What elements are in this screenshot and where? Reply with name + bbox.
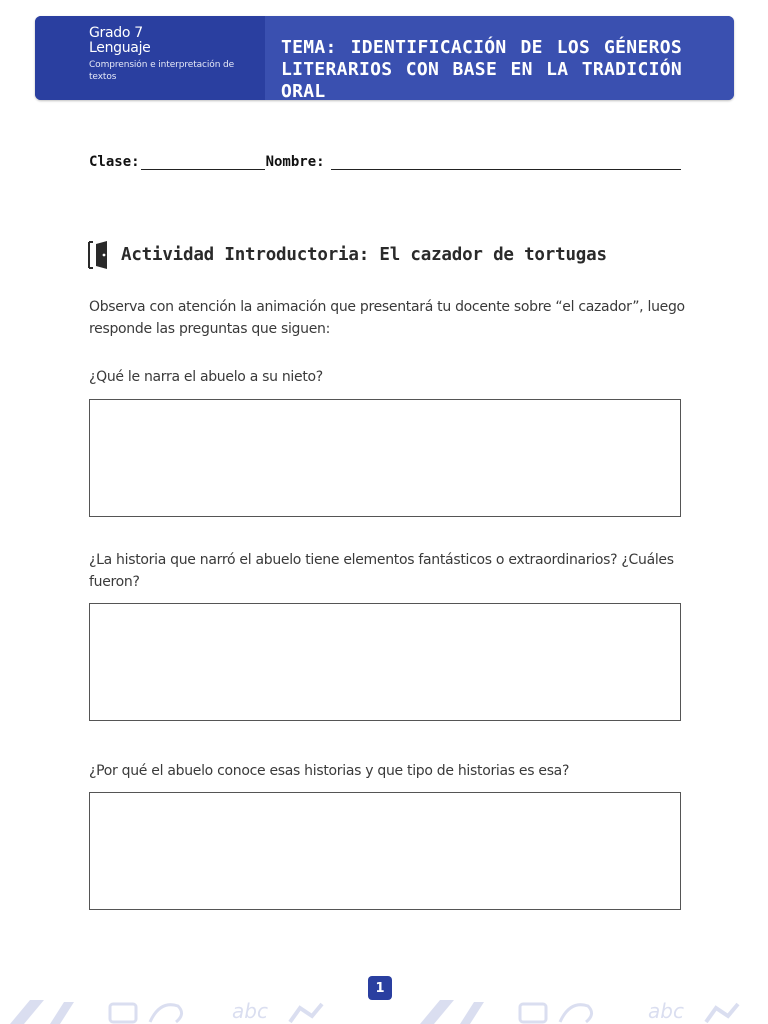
section-heading xyxy=(87,238,607,272)
grade-label: Grado 7 xyxy=(89,25,143,41)
answer-box-3[interactable] xyxy=(89,792,681,910)
answer-box-1[interactable] xyxy=(89,399,681,517)
clase-label: Clase: xyxy=(89,154,140,170)
nombre-field[interactable] xyxy=(331,154,681,170)
subject-subtitle: Comprensión e interpretación de textos xyxy=(89,60,235,82)
header-banner xyxy=(35,16,734,100)
clase-field[interactable] xyxy=(141,154,265,170)
grade-panel xyxy=(35,16,265,100)
section-title: Actividad Introductoria: El cazador de tortugas xyxy=(121,245,607,265)
student-info-line xyxy=(89,148,681,170)
intro-paragraph: Observa con atención la animación que presentará tu docente sobre “el cazador”, luego responde las preguntas que siguen: xyxy=(89,299,685,337)
question-3: ¿Por qué el abuelo conoce esas historias y que tipo de historias es esa? xyxy=(89,763,570,779)
nombre-label: Nombre: xyxy=(265,154,325,170)
door-icon xyxy=(87,240,113,270)
topic-panel xyxy=(265,16,734,100)
watermark-text-2: abc xyxy=(648,999,684,1023)
topic-title: TEMA: IDENTIFICACIÓN DE LOS GÉNEROS LITERARIOS CON BASE EN LA TRADICIÓN ORAL xyxy=(281,37,682,100)
question-1: ¿Qué le narra el abuelo a su nieto? xyxy=(89,369,323,385)
decorative-watermark xyxy=(0,996,768,1024)
answer-box-2[interactable] xyxy=(89,603,681,721)
question-2: ¿La historia que narró el abuelo tiene elementos fantásticos o extraordinarios? ¿Cuáles fueron? xyxy=(89,552,674,590)
watermark-text-1: abc xyxy=(232,999,268,1023)
page-number: 1 xyxy=(368,976,392,1000)
subject-label: Lenguaje xyxy=(89,40,151,56)
